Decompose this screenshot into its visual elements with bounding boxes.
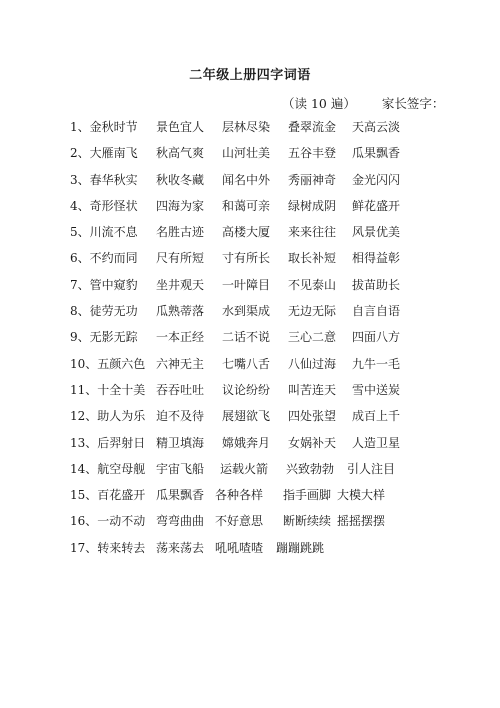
row-number-and-first-word: 3、春华秋实	[70, 172, 138, 187]
word: 宇宙飞船	[156, 461, 205, 476]
word: 弯弯曲曲	[156, 514, 205, 529]
word: 精卫填海	[156, 435, 205, 450]
word: 相得益彰	[352, 251, 401, 266]
row-number-and-first-word: 5、川流不息	[70, 225, 138, 240]
word: 吼吼喳喳	[215, 540, 264, 555]
word: 绿树成阴	[288, 198, 337, 213]
row-number-and-first-word: 7、管中窥豹	[70, 277, 138, 292]
word: 高楼大厦	[222, 225, 271, 240]
word: 来来往往	[288, 225, 337, 240]
word: 尺有所短	[156, 251, 205, 266]
word: 层林尽染	[222, 120, 271, 134]
word: 蹦蹦跳跳	[276, 540, 325, 555]
word: 名胜古迹	[156, 225, 205, 240]
row-number-and-first-word: 14、航空母舰	[70, 461, 146, 476]
word: 八仙过海	[288, 356, 337, 371]
word: 秋收冬藏	[156, 172, 205, 187]
row-number-and-first-word: 1、金秋时节	[70, 120, 138, 134]
word: 山河壮美	[222, 146, 271, 161]
word: 叫苦连天	[288, 382, 337, 397]
row-number-and-first-word: 15、百花盛开	[70, 488, 146, 503]
row-number-and-first-word: 8、徒劳无功	[70, 304, 138, 319]
row-number-and-first-word: 11、十全十美	[70, 382, 146, 397]
word: 吞吞吐吐	[156, 382, 205, 397]
word: 七嘴八舌	[222, 356, 271, 371]
word: 和蔼可亲	[222, 198, 271, 213]
word: 瓜熟蒂落	[156, 304, 205, 319]
word: 嫦娥奔月	[222, 435, 271, 450]
word: 寸有所长	[222, 251, 271, 266]
word: 不见泰山	[288, 277, 337, 292]
word: 瓜果飘香	[352, 146, 401, 161]
word: 水到渠成	[222, 304, 271, 319]
word: 人造卫星	[352, 435, 401, 450]
read-count-note: （读 10 遍）	[282, 96, 356, 111]
row-number-and-first-word: 6、不约而同	[70, 251, 138, 266]
row-number-and-first-word: 16、一动不动	[70, 514, 146, 529]
word: 四处张望	[288, 409, 337, 424]
word: 迫不及待	[156, 409, 205, 424]
word: 女娲补天	[288, 435, 337, 450]
word: 展翅欲飞	[222, 409, 271, 424]
instruction-line	[282, 94, 444, 112]
word: 各种各样	[215, 488, 264, 503]
word: 荡来荡去	[156, 540, 205, 555]
page-title: 二年级上册四字词语	[189, 68, 311, 83]
word: 秋高气爽	[156, 146, 205, 161]
word: 拔苗助长	[352, 277, 401, 292]
row-number-and-first-word: 2、大雁南飞	[70, 146, 138, 161]
word: 秀丽神奇	[288, 172, 337, 187]
word: 鲜花盛开	[352, 198, 401, 213]
row-number-and-first-word: 9、无影无踪	[70, 330, 138, 345]
word: 摇摇摆摆	[337, 514, 386, 529]
row-number-and-first-word: 12、助人为乐	[70, 409, 146, 424]
word: 景色宜人	[156, 120, 205, 134]
row-number-and-first-word: 17、转来转去	[70, 540, 146, 555]
word: 闻名中外	[222, 172, 271, 187]
row-number-and-first-word: 13、后羿射日	[70, 435, 146, 450]
word: 天高云淡	[352, 120, 401, 134]
row-number-and-first-word: 4、奇形怪状	[70, 198, 138, 213]
word: 坐井观天	[156, 277, 205, 292]
word: 取长补短	[288, 251, 337, 266]
word: 运载火箭	[220, 461, 269, 476]
word: 三心二意	[288, 330, 337, 345]
word: 兴致勃勃	[286, 461, 335, 476]
word: 瓜果飘香	[156, 488, 205, 503]
word: 指手画脚	[283, 488, 332, 503]
word: 雪中送炭	[352, 382, 401, 397]
word: 一叶障目	[222, 277, 271, 292]
word: 九牛一毛	[352, 356, 401, 371]
word: 五谷丰登	[288, 146, 337, 161]
word: 自言自语	[352, 304, 401, 319]
word: 风景优美	[352, 225, 401, 240]
word: 六神无主	[156, 356, 205, 371]
word: 叠翠流金	[288, 120, 337, 134]
word: 二话不说	[222, 330, 271, 345]
word: 一本正经	[156, 330, 205, 345]
word: 引人注目	[347, 461, 396, 476]
word: 四海为家	[156, 198, 205, 213]
row-number-and-first-word: 10、五颜六色	[70, 356, 146, 371]
word: 无边无际	[288, 304, 337, 319]
parent-signature-label: 家长签字：	[381, 96, 445, 111]
word: 议论纷纷	[222, 382, 271, 397]
word: 四面八方	[352, 330, 401, 345]
word: 成百上千	[352, 409, 401, 424]
word: 大模大样	[337, 488, 386, 503]
word: 断断续续	[283, 514, 332, 529]
word: 不好意思	[215, 514, 264, 529]
word: 金光闪闪	[352, 172, 401, 187]
